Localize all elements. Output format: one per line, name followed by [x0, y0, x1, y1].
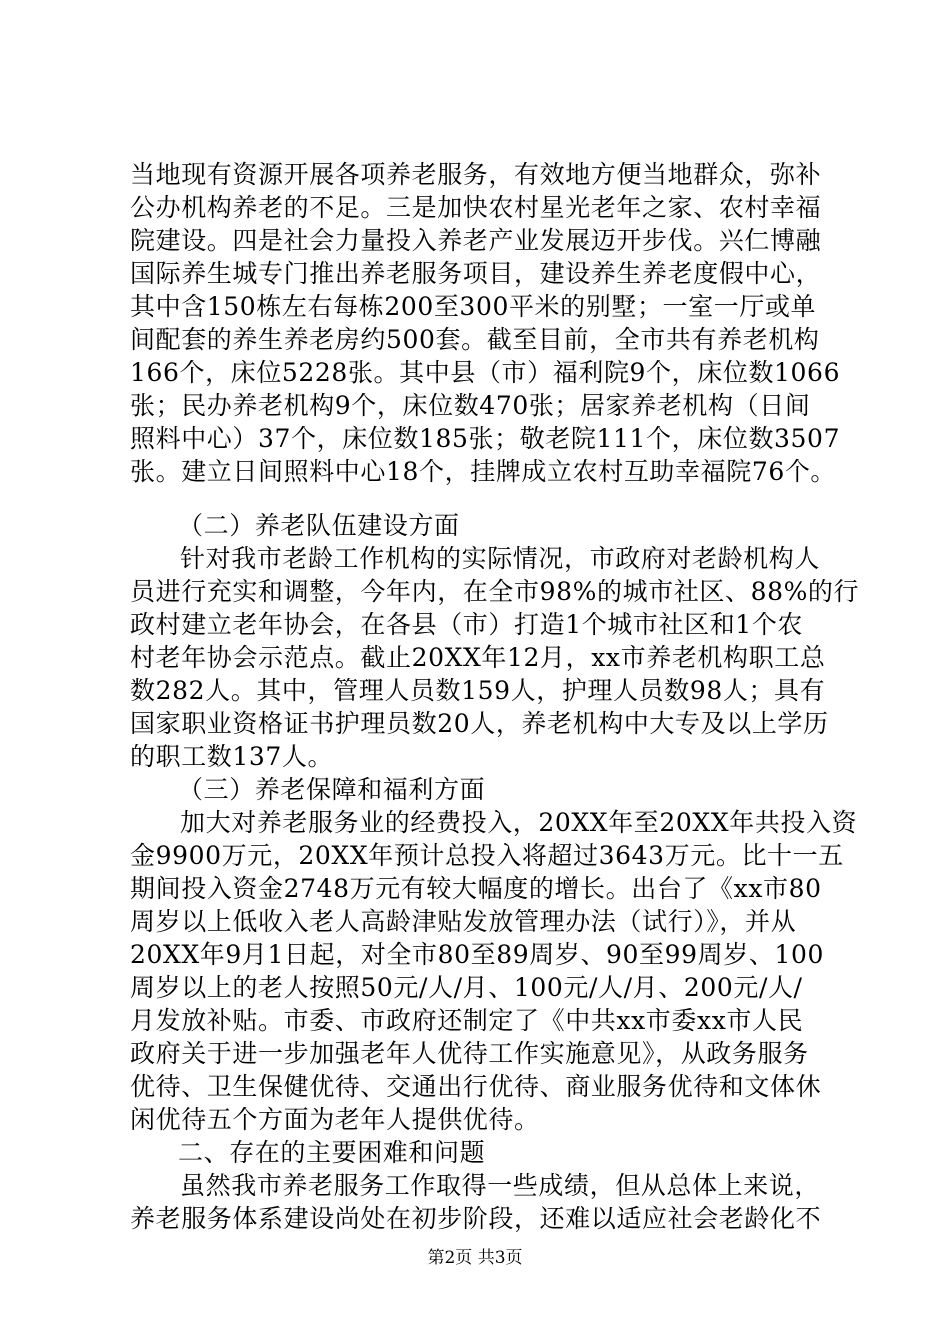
- text-line: 的职工数137人。: [130, 742, 334, 771]
- paragraph-block-top: [130, 158, 850, 488]
- text-line: 166个，床位5228张。其中县（市）福利院9个，床位数1066: [130, 358, 841, 387]
- section-heading: （二）养老队伍建设方面: [178, 511, 460, 540]
- text-line: 村老年协会示范点。截止20XX年12月，xx市养老机构职工总: [130, 643, 826, 672]
- text-line: 员进行充实和调整，今年内，在全市98%的城市社区、88%的行: [130, 577, 860, 606]
- section-heading: （三）养老保障和福利方面: [178, 775, 486, 804]
- text-line: 加大对养老服务业的经费投入，20XX年至20XX年共投入资: [180, 808, 858, 837]
- text-line: 养老服务体系建设尚处在初步阶段，还难以适应社会老龄化不: [130, 1204, 822, 1233]
- text-line: 公办机构养老的不足。三是加快农村星光老年之家、农村幸福: [130, 193, 822, 222]
- text-line: 期间投入资金2748万元有较大幅度的增长。出台了《xx市80: [130, 874, 822, 903]
- text-line: 闲优待五个方面为老年人提供优待。: [130, 1105, 540, 1134]
- text-line: 国家职业资格证书护理员数20人，养老机构中大专及以上学历: [130, 709, 829, 738]
- page-footer: 第2页 共3页: [427, 1248, 523, 1268]
- text-line: 金9900万元，20XX年预计总投入将超过3643万元。比十一五: [130, 841, 844, 870]
- text-line: 张。建立日间照料中心18个，挂牌成立农村互助幸福院76个。: [130, 457, 837, 486]
- text-line: 优待、卫生保健优待、交通出行优待、商业服务优待和文体休: [130, 1072, 822, 1101]
- section-heading: 二、存在的主要困难和问题: [178, 1138, 486, 1167]
- text-line: 间配套的养生养老房约500套。截至目前，全市共有养老机构: [130, 325, 820, 354]
- text-line: 针对我市老龄工作机构的实际情况，市政府对老龄机构人: [180, 544, 821, 573]
- text-line: 20XX年9月1日起，对全市80至89周岁、90至99周岁、100: [130, 940, 824, 969]
- text-line: 政村建立老年协会，在各县（市）打造1个城市社区和1个农: [130, 610, 804, 639]
- text-line: 国际养生城专门推出养老服务项目，建设养生养老度假中心，: [130, 259, 822, 288]
- text-line: 周岁以上低收入老人高龄津贴发放管理办法（试行）》，并从: [130, 907, 797, 936]
- text-line: 其中含150栋左右每栋200至300平米的别墅；一室一厅或单: [130, 292, 817, 321]
- text-line: 数282人。其中，管理人员数159人，护理人员数98人；具有: [130, 676, 826, 705]
- text-line: 张；民办养老机构9个，床位数470张；居家养老机构（日间: [130, 391, 811, 420]
- text-line: 院建设。四是社会力量投入养老产业发展迈开步伐。兴仁博融: [130, 226, 822, 255]
- text-line: 照料中心）37个，床位数185张；敬老院111个，床位数3507: [130, 424, 841, 453]
- paragraph-block-bottom: [130, 509, 860, 1235]
- text-line: 虽然我市养老服务工作取得一些成绩，但从总体上来说，: [180, 1171, 821, 1200]
- text-line: 周岁以上的老人按照50元/人/月、100元/人/月、200元/人/: [130, 973, 803, 1002]
- text-line: 政府关于进一步加强老年人优待工作实施意见》，从政务服务: [130, 1039, 809, 1068]
- text-line: 月发放补贴。市委、市政府还制定了《中共xx市委xx市人民: [130, 1006, 804, 1035]
- text-line: 当地现有资源开展各项养老服务，有效地方便当地群众，弥补: [130, 160, 822, 189]
